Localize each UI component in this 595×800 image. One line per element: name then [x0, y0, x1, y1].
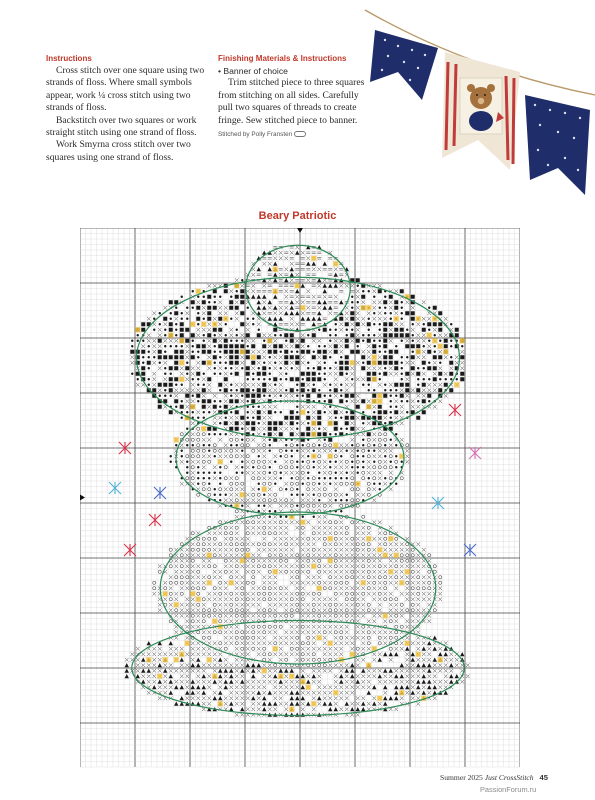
materials-bullet-text: Banner of choice — [223, 66, 288, 76]
issue-date: Summer 2025 — [440, 773, 483, 782]
instructions-paragraph: Backstitch over two squares or work straight stitch using one strand of floss. — [46, 114, 197, 139]
smyrna-stars — [109, 404, 481, 556]
finishing-paragraph: Trim stitched piece to three squares from stitching on all sides. Carefully pull two squares of threads to create fringe. Sew stitched piece to banner. — [218, 77, 365, 126]
materials-bullet: • Banner of choice — [218, 66, 288, 76]
center-marker-left — [80, 495, 85, 501]
instructions-heading: Instructions — [46, 54, 92, 63]
navy-pennant — [525, 95, 590, 195]
star-mark — [154, 487, 166, 499]
stitcher-credit — [218, 130, 368, 140]
publication-name: Just CrossStitch — [484, 773, 534, 782]
star-mark — [149, 514, 161, 526]
bear-pennant — [442, 52, 520, 170]
page-footer — [440, 773, 548, 782]
instructions-paragraph: Cross stitch over one square using two strands of floss. Where small symbols appear, work ¼ cross stitch using two strands of floss. — [46, 65, 205, 114]
star-mark — [449, 404, 461, 416]
star-mark — [124, 544, 136, 556]
finishing-heading: Finishing Materials & Instructions — [218, 54, 347, 63]
logo-icon — [294, 131, 306, 137]
page-number: 45 — [539, 773, 548, 782]
star-mark — [469, 447, 481, 459]
center-marker-top — [297, 228, 303, 233]
watermark: PassionForum.ru — [480, 785, 537, 794]
star-mark — [109, 482, 121, 494]
star-mark — [464, 544, 476, 556]
navy-pennant — [370, 30, 438, 100]
stitcher-credit-text: Stitched by Polly Fransten — [218, 131, 293, 139]
instructions-column — [46, 53, 206, 164]
chart-title: Beary Patriotic — [258, 210, 337, 222]
cross-stitch-chart — [80, 228, 520, 768]
chart-grid — [80, 228, 520, 767]
instructions-paragraph: Work Smyrna cross stitch over two squares using one strand of floss. — [46, 139, 191, 163]
finishing-column — [218, 53, 368, 140]
pennant-banner-photo — [360, 0, 595, 200]
